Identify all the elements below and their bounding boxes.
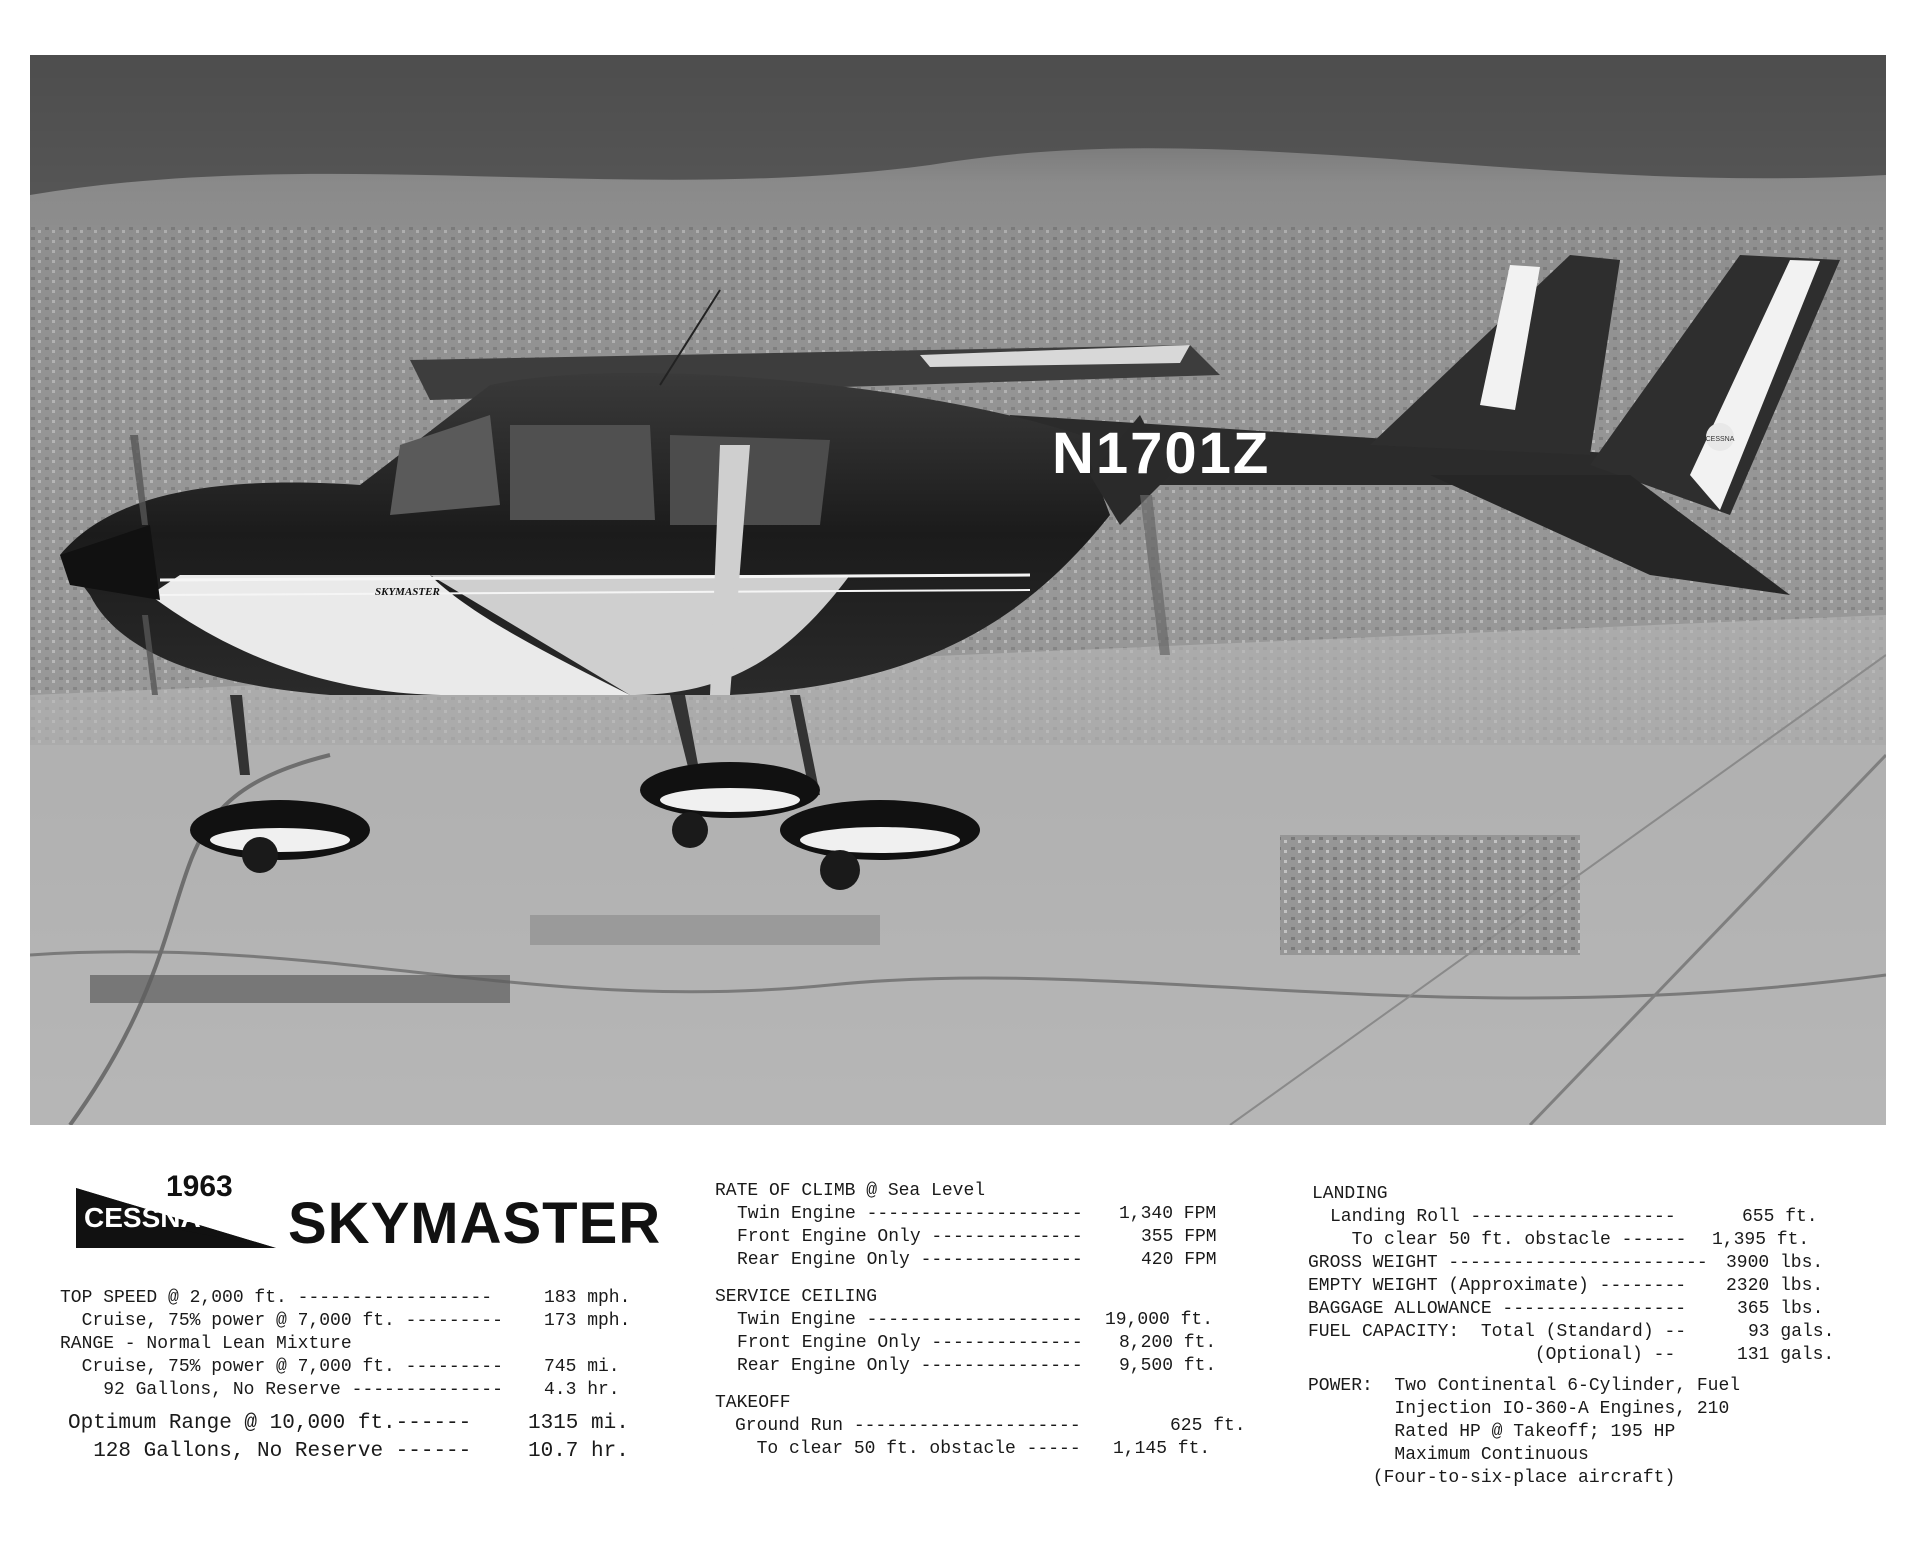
spec-row: Optimum Range @ 10,000 ft.------ 1315 mi. (68, 1412, 629, 1435)
spec-row: Landing Roll ------------------- 655 ft. (1330, 1207, 1818, 1227)
model-year: 1963 (166, 1170, 233, 1203)
spec-row: Front Engine Only -------------- 8,200 ft. (737, 1333, 1217, 1353)
section-title-landing: LANDING (1312, 1184, 1388, 1204)
spec-column-performance (60, 1287, 660, 1466)
spec-list-speed-range (60, 1287, 660, 1402)
spec-row: Front Engine Only -------------- 355 FPM (737, 1227, 1217, 1247)
model-name: SKYMASTER (288, 1191, 662, 1256)
spec-row: FUEL CAPACITY: Total (Standard) -- 93 gals. (1308, 1322, 1835, 1342)
registration-marking: N1701Z (1052, 421, 1271, 486)
spec-row: Ground Run --------------------- 625 ft. (735, 1416, 1246, 1436)
section-title-takeoff: TAKEOFF (715, 1393, 791, 1413)
spec-row: BAGGAGE ALLOWANCE ----------------- 365 lbs. (1308, 1299, 1824, 1319)
tail-emblem: CESSNA (1705, 436, 1735, 443)
spec-column-landing-weights-power (1308, 1183, 1908, 1490)
section-title-ceiling: SERVICE CEILING (715, 1287, 878, 1307)
spec-row: To clear 50 ft. obstacle ----- 1,145 ft. (735, 1439, 1211, 1459)
spec-row: Rear Engine Only --------------- 9,500 ft. (737, 1356, 1217, 1376)
spec-row: Twin Engine -------------------- 1,340 FPM (737, 1204, 1217, 1224)
spec-row: (Optional) -- 131 gals. (1308, 1345, 1835, 1365)
spec-row: EMPTY WEIGHT (Approximate) -------- 2320 lbs. (1308, 1276, 1824, 1296)
spec-row: To clear 50 ft. obstacle ------ 1,395 ft. (1330, 1230, 1810, 1250)
aircraft-photo (30, 55, 1886, 1125)
spec-column-climb-ceiling-takeoff (715, 1180, 1246, 1461)
spec-row: TOP SPEED @ 2,000 ft. ------------------ 183 mph. (60, 1288, 631, 1308)
section-title-climb: RATE OF CLIMB @ Sea Level (715, 1181, 986, 1201)
spec-row: Rear Engine Only --------------- 420 FPM (737, 1250, 1217, 1270)
spec-row: 128 Gallons, No Reserve ------ 10.7 hr. (68, 1440, 629, 1463)
spec-row: RANGE - Normal Lean Mixture (60, 1334, 352, 1354)
spec-row: 92 Gallons, No Reserve -------------- 4.3 hr. (60, 1380, 620, 1400)
fuselage-script: SKYMASTER (375, 586, 440, 598)
power-description: POWER: Two Continental 6-Cylinder, Fuel Injection IO-360-A Engines, 210 Rated HP @ Takeoff; 195 HP Maximum Continuous (Four-to-six-place aircraft) (1308, 1376, 1741, 1488)
spec-row: Cruise, 75% power @ 7,000 ft. --------- 745 mi. (60, 1357, 620, 1377)
spec-row: Cruise, 75% power @ 7,000 ft. --------- 173 mph. (60, 1311, 631, 1331)
spec-row: GROSS WEIGHT ------------------------ 3900 lbs. (1308, 1253, 1824, 1273)
spec-row: Twin Engine -------------------- 19,000 ft. (737, 1310, 1214, 1330)
brand-block (76, 1170, 662, 1265)
make-label: CESSNA (84, 1202, 201, 1233)
spec-list-optimum-range (60, 1410, 660, 1466)
